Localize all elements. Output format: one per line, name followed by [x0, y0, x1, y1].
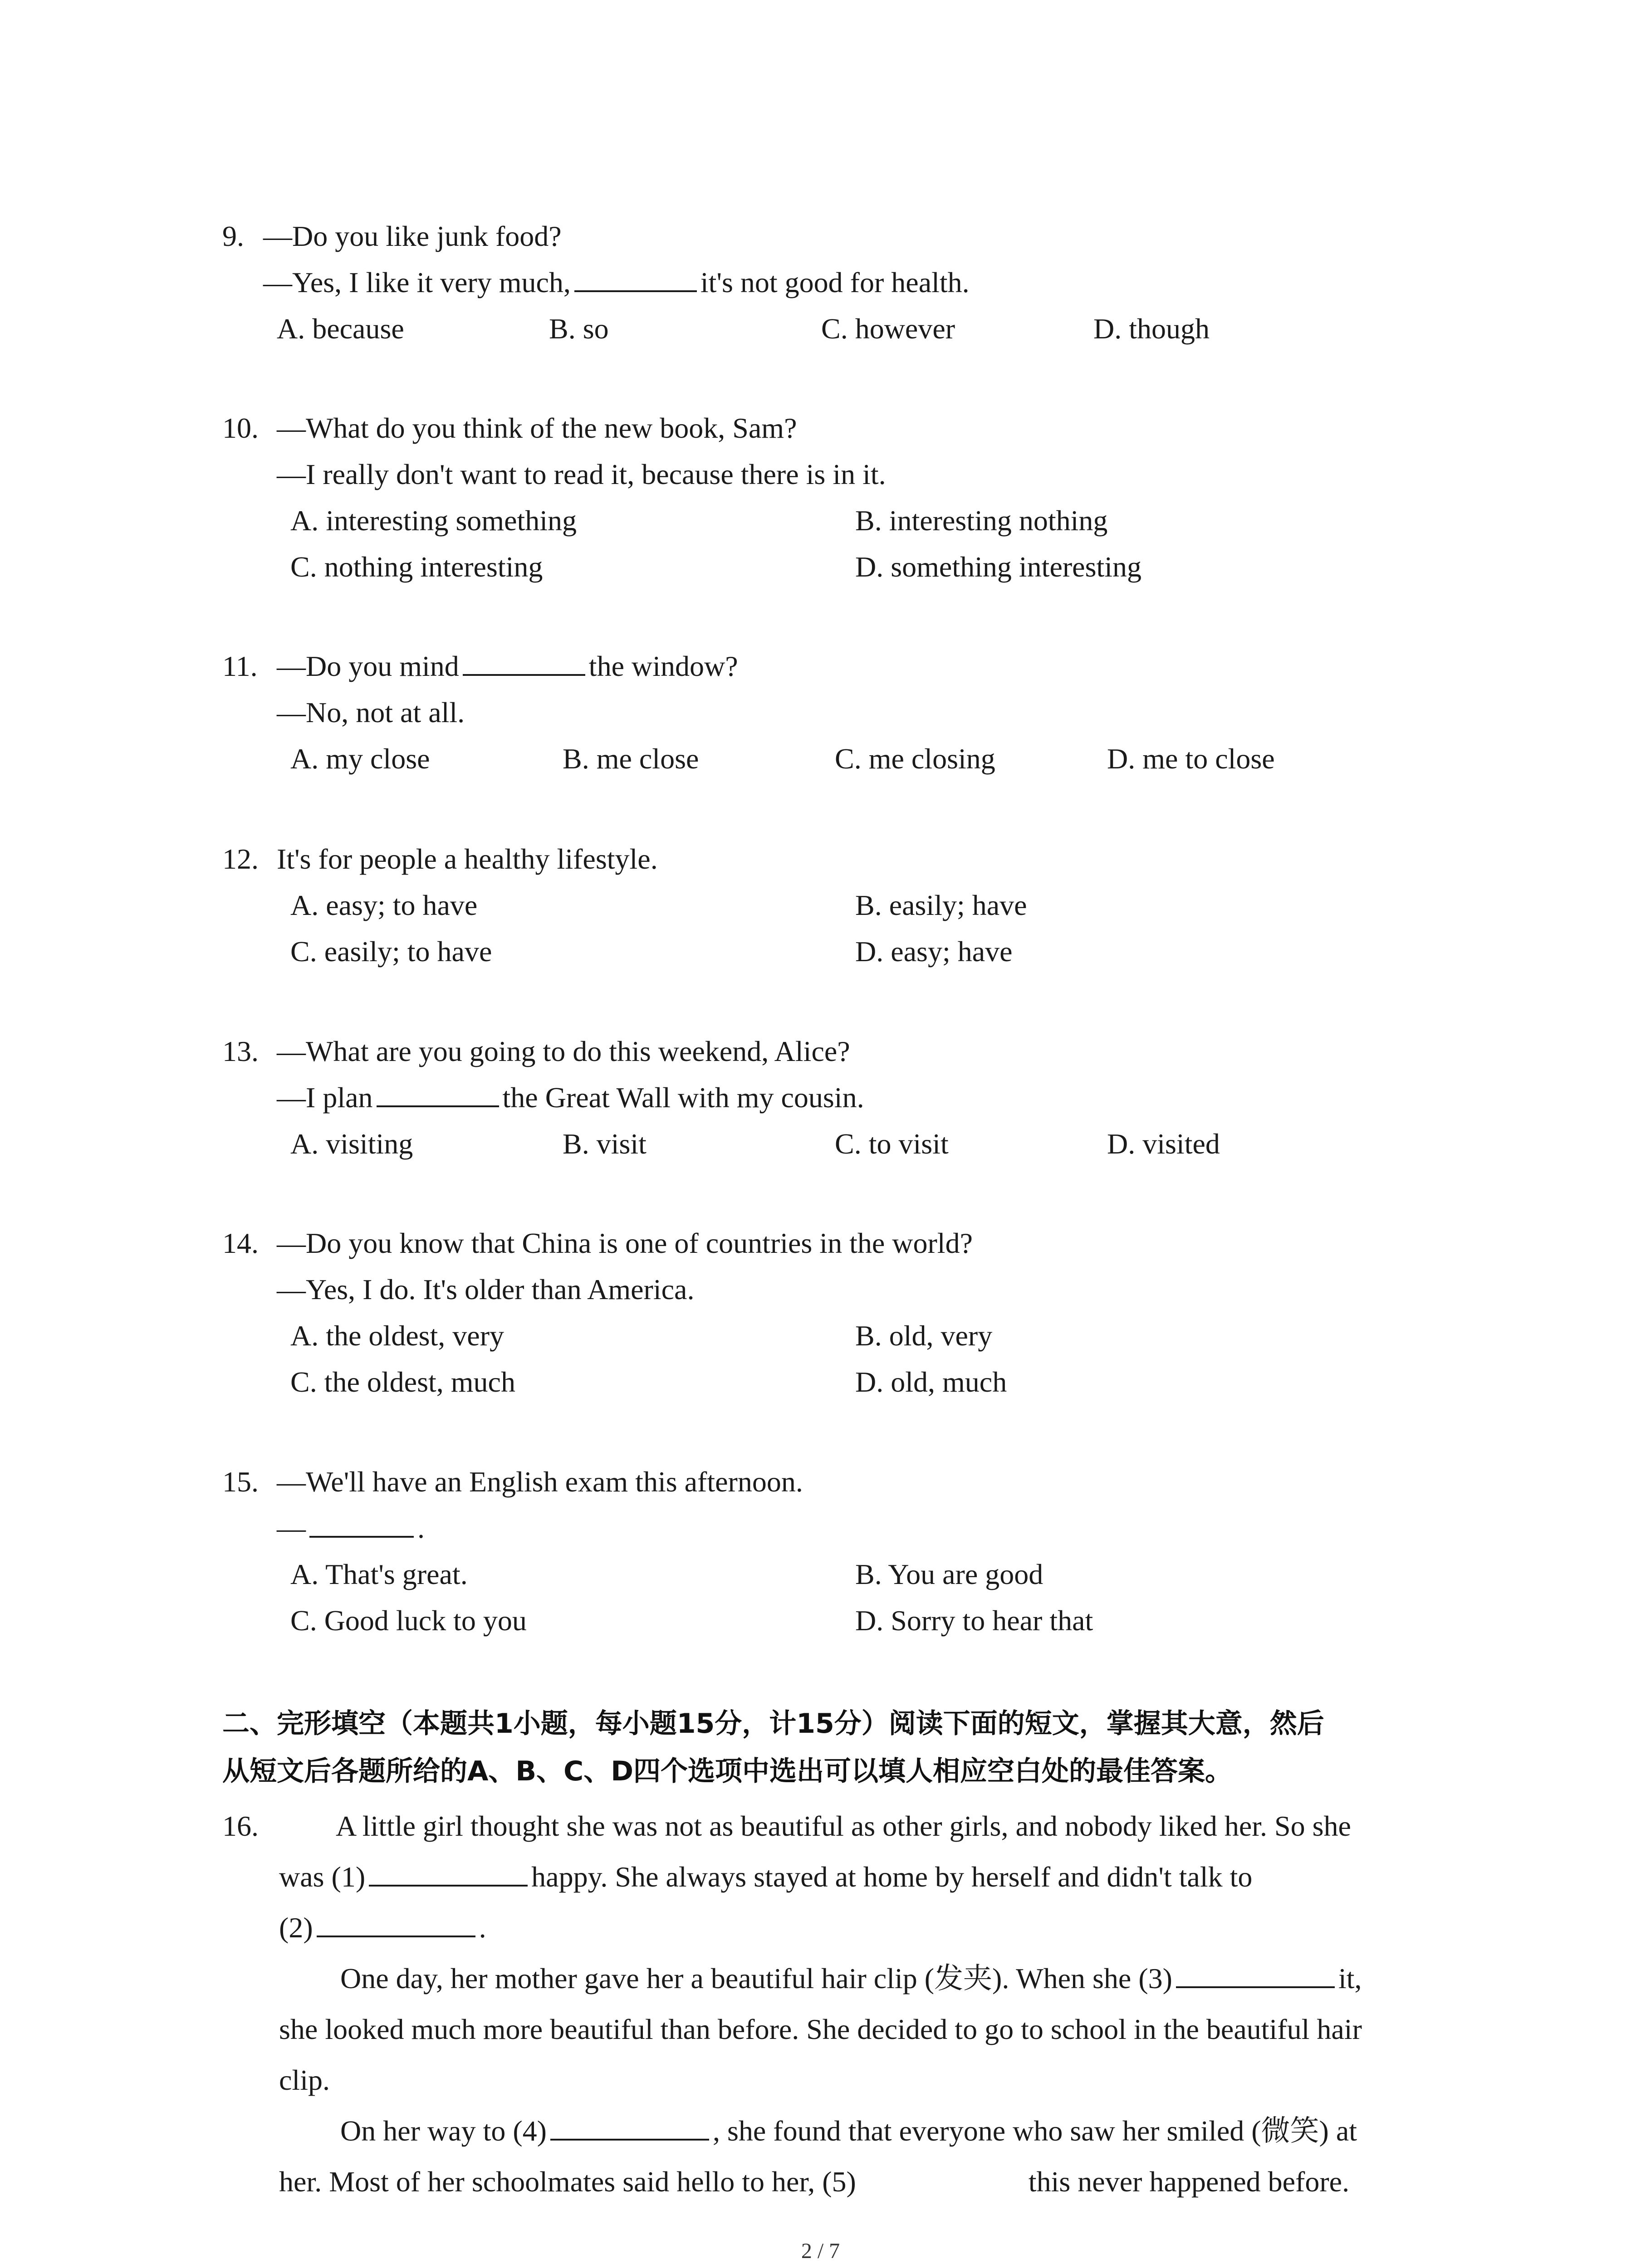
question-stem	[222, 405, 1447, 451]
passage-text: this never happened before.	[1028, 2165, 1350, 2198]
passage-text: A little girl thought she was not as beautiful as other girls, and nobody liked her. So she	[336, 1810, 1351, 1842]
option-d: D. something interesting	[855, 551, 1142, 583]
option-a: A. because	[277, 313, 404, 345]
cloze-passage	[222, 1801, 1447, 2207]
passage-text: (2)	[279, 1911, 313, 1944]
passage-line: clip.	[279, 2064, 330, 2096]
passage-text: her. Most of her schoolmates said hello to her, (5)	[279, 2165, 856, 2198]
question-text: —Yes, I like it very much,	[263, 266, 571, 298]
options-row	[222, 306, 1447, 352]
question-text: the Great Wall with my cousin.	[502, 1081, 864, 1114]
question-line: It's for people a healthy lifestyle.	[277, 843, 658, 875]
answer-blank-3	[1176, 1959, 1335, 1988]
question-line	[222, 1505, 1447, 1551]
passage-text: happy. She always stayed at home by herself and didn't talk to	[531, 1861, 1253, 1893]
option-a: A. That's great.	[290, 1558, 468, 1590]
option-b: B. interesting nothing	[855, 504, 1108, 537]
option-a: A. visiting	[290, 1128, 413, 1160]
option-d: D. easy; have	[855, 935, 1013, 968]
passage-text: was (1)	[279, 1861, 366, 1893]
question-number: 14.	[222, 1227, 259, 1259]
option-a: A. my close	[290, 743, 430, 775]
question-line: —Do you like junk food?	[263, 220, 562, 252]
question-line: —We'll have an English exam this afternoon.	[277, 1466, 803, 1498]
section-heading-line: 从短文后各题所给的A、B、C、D四个选项中选出可以填人相应空白处的最佳答案。	[222, 1755, 1233, 1787]
passage-text: One day, her mother gave her a beautiful hair clip (发夹). When she (3)	[340, 1962, 1172, 1994]
question-number: 11.	[222, 650, 258, 682]
passage-text: .	[479, 1911, 486, 1944]
question-stem	[222, 1220, 1447, 1266]
question-stem	[222, 836, 1447, 882]
question-line	[222, 259, 1447, 306]
question-12	[222, 836, 1447, 975]
option-b: B. easily; have	[855, 889, 1027, 921]
option-a: A. easy; to have	[290, 889, 478, 921]
question-number: 10.	[222, 412, 259, 444]
option-b: B. me close	[563, 743, 699, 775]
question-text: it's not good for health.	[700, 266, 970, 298]
question-number: 9.	[222, 220, 244, 252]
question-text: —Do you mind	[277, 650, 459, 682]
passage-text: it,	[1338, 1962, 1362, 1994]
question-line: —Yes, I do. It's older than America.	[277, 1273, 695, 1305]
passage-line	[222, 1953, 1447, 2004]
option-c: C. to visit	[835, 1128, 949, 1160]
question-number: 13.	[222, 1035, 259, 1067]
question-text: —I plan	[277, 1081, 373, 1114]
options-row	[222, 929, 1447, 975]
options-row	[222, 1598, 1447, 1644]
passage-line: she looked much more beautiful than before. She decided to go to school in the beautiful hair	[279, 2013, 1362, 2045]
option-d: D. Sorry to hear that	[855, 1604, 1093, 1637]
answer-blank	[463, 647, 585, 676]
question-number: 16.	[222, 1810, 259, 1842]
question-15	[222, 1459, 1447, 1644]
passage-text: , she found that everyone who saw her smiled (微笑) at	[712, 2115, 1357, 2147]
question-number: 12.	[222, 843, 259, 875]
section-heading-line: 二、完形填空（本题共1小题，每小题15分，计15分）阅读下面的短文，掌握其大意，然后	[222, 1708, 1324, 1740]
question-11	[222, 643, 1447, 782]
answer-blank-4	[550, 2112, 709, 2141]
question-line: —No, not at all.	[277, 696, 465, 728]
answer-blank-1	[369, 1857, 528, 1887]
option-c: C. however	[821, 313, 955, 345]
question-number: 15.	[222, 1466, 259, 1498]
section-heading	[222, 1700, 1447, 1795]
options-row	[222, 1359, 1447, 1405]
question-stem	[222, 213, 1447, 259]
option-b: B. You are good	[855, 1558, 1043, 1590]
option-d: D. me to close	[1107, 743, 1275, 775]
options-row	[222, 736, 1447, 782]
question-line: —I really don't want to read it, because there is in it.	[277, 458, 886, 490]
option-c: C. me closing	[835, 743, 995, 775]
answer-blank-2	[317, 1908, 475, 1937]
option-c: C. nothing interesting	[290, 551, 543, 583]
options-row	[222, 498, 1447, 544]
question-line: —What are you going to do this weekend, Alice?	[277, 1035, 850, 1067]
option-b: B. visit	[563, 1128, 647, 1160]
passage-text: On her way to (4)	[340, 2115, 547, 2147]
passage-line	[222, 1801, 1447, 1852]
question-line: —What do you think of the new book, Sam?	[277, 412, 797, 444]
passage-line	[222, 2156, 1447, 2207]
options-row	[222, 882, 1447, 929]
options-row	[222, 1551, 1447, 1598]
question-9	[222, 213, 1447, 352]
options-row	[222, 1121, 1447, 1167]
option-b: B. so	[549, 313, 609, 345]
question-text: .	[417, 1512, 425, 1544]
question-stem	[222, 643, 1447, 689]
option-d: D. visited	[1107, 1128, 1220, 1160]
question-line: —Do you know that China is one of countries in the world?	[277, 1227, 973, 1259]
option-a: A. interesting something	[290, 504, 577, 537]
option-b: B. old, very	[855, 1320, 993, 1352]
option-d: D. though	[1093, 313, 1210, 345]
passage-line	[222, 1852, 1447, 1902]
question-line	[222, 1075, 1447, 1121]
option-c: C. Good luck to you	[290, 1604, 527, 1637]
passage-line	[222, 2106, 1447, 2156]
question-13	[222, 1028, 1447, 1167]
question-stem	[222, 1459, 1447, 1505]
answer-blank	[377, 1078, 499, 1107]
option-d: D. old, much	[855, 1366, 1007, 1398]
passage-line	[222, 1902, 1447, 1953]
question-text: —	[277, 1512, 306, 1544]
options-row	[222, 544, 1447, 590]
page-number: 2 / 7	[801, 2239, 840, 2263]
question-10	[222, 405, 1447, 590]
options-row	[222, 1313, 1447, 1359]
option-a: A. the oldest, very	[290, 1320, 504, 1352]
option-c: C. easily; to have	[290, 935, 492, 968]
answer-blank	[574, 263, 697, 292]
option-c: C. the oldest, much	[290, 1366, 515, 1398]
question-text: the window?	[588, 650, 738, 682]
question-14	[222, 1220, 1447, 1405]
answer-blank	[309, 1509, 414, 1538]
question-stem	[222, 1028, 1447, 1075]
